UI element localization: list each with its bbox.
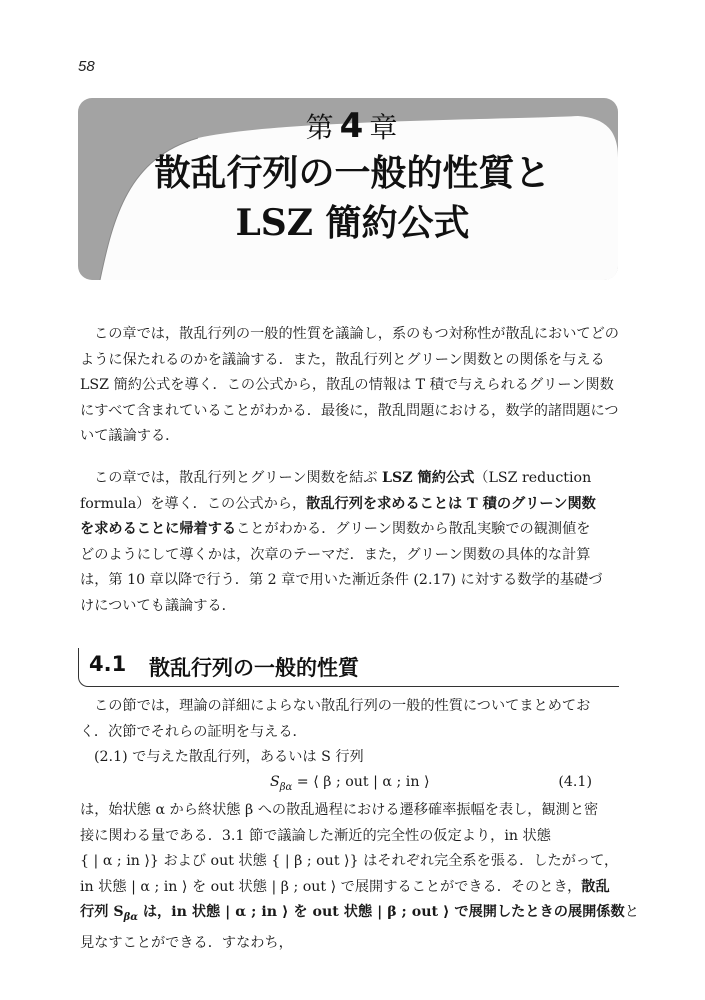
- body-line: [80, 900, 639, 930]
- summary-text: この章では，散乱行列とグリーン関数を結ぶ: [94, 470, 382, 486]
- intro-paragraph: [80, 322, 620, 450]
- body-line: 接に関わる量である．3.1 節で議論した漸近的完全性の仮定より，in 状態: [80, 827, 551, 844]
- body-text: と: [624, 904, 639, 921]
- summary-line: は，第 10 章以降で行う．第 2 章で用いた漸近条件 (2.17) に対する数学的基礎づ: [80, 572, 603, 589]
- summary-line: [80, 517, 620, 543]
- summary-bold-text: LSZ 簡約公式: [381, 470, 475, 486]
- body-bold-subscript: βα: [123, 912, 138, 924]
- chapter-label: [0, 106, 705, 146]
- summary-line: けについても議論する．: [80, 597, 236, 614]
- summary-paragraph: [80, 466, 620, 620]
- body-line: (2.1) で与えた散乱行列，あるいは S 行列: [94, 749, 364, 766]
- body-text: in 状態 | α ; in ⟩ を out 状態 | β ; out ⟩ で展開することができる．そのとき，: [80, 878, 582, 895]
- body-bold-text: は，in 状態 | α ; in ⟩ を out 状態 | β ; out ⟩ で展開したときの展開係数: [137, 904, 625, 921]
- summary-line: [80, 492, 620, 518]
- summary-line: [80, 466, 620, 492]
- chapter-number: 4: [339, 106, 366, 146]
- section-title: 散乱行列の一般的性質: [149, 656, 359, 680]
- section-heading: [78, 648, 619, 687]
- equation-symbol: S: [270, 774, 280, 790]
- summary-text: ことがわかる．グリーン関数から散乱実験での観測値を: [236, 521, 591, 538]
- body-paragraph-2: [80, 798, 639, 956]
- equation-4-1: [80, 774, 620, 798]
- body-line: く．次節でそれらの証明を与える．: [80, 723, 307, 740]
- chapter-title-line2: LSZ 簡約公式: [235, 202, 470, 244]
- body-line: この節では，理論の詳細によらない散乱行列の一般的性質についてまとめてお: [94, 698, 591, 714]
- section-number: 4.1: [89, 652, 127, 676]
- page-number: 58: [78, 58, 95, 75]
- chapter-title-line1: 散乱行列の一般的性質と: [154, 152, 551, 194]
- summary-text: formula）を導く．この公式から，: [80, 495, 307, 512]
- intro-line: この章では，散乱行列の一般的性質を議論し，系のもつ対称性が散乱においてどの: [94, 326, 619, 342]
- intro-line: ように保たれるのかを議論する．また，散乱行列とグリーン関数との関係を与える: [80, 351, 605, 368]
- equation-body: [270, 774, 430, 793]
- summary-bold-text: を求めることに帰着する: [80, 521, 237, 538]
- body-bold-text: 行列 S: [80, 904, 124, 921]
- body-bold-text: 散乱: [581, 878, 610, 895]
- body-paragraph-1: [80, 694, 620, 771]
- summary-bold-text: 散乱行列を求めることは T 積のグリーン関数: [306, 495, 596, 512]
- intro-line: いて議論する．: [80, 428, 180, 445]
- equation-rhs: = ⟨ β ; out | α ; in ⟩: [292, 774, 430, 790]
- summary-text: （LSZ reduction: [474, 470, 592, 486]
- body-line: [80, 875, 620, 901]
- summary-line: どのようにして導くかは，次章のテーマだ．また，グリーン関数の具体的な計算: [80, 546, 591, 563]
- intro-line: LSZ 簡約公式を導く．この公式から，散乱の情報は T 積で与えられるグリーン関数: [80, 377, 614, 394]
- body-line: 見なすことができる．すなわち，: [80, 934, 293, 951]
- equation-number: (4.1): [558, 774, 592, 790]
- chapter-prefix: 第: [305, 111, 336, 144]
- chapter-suffix: 章: [369, 111, 400, 144]
- equation-subscript: βα: [279, 781, 293, 793]
- intro-line: にすべて含まれていることがわかる．最後に，散乱問題における，数学的諸問題につ: [80, 402, 619, 419]
- body-line: は，始状態 α から終状態 β への散乱過程における遷移確率振幅を表し，観測と密: [80, 802, 599, 818]
- body-line: { | α ; in ⟩} および out 状態 { | β ; out ⟩} はそれぞれ完全系を張る．したがって，: [80, 853, 619, 870]
- chapter-title: [120, 148, 585, 248]
